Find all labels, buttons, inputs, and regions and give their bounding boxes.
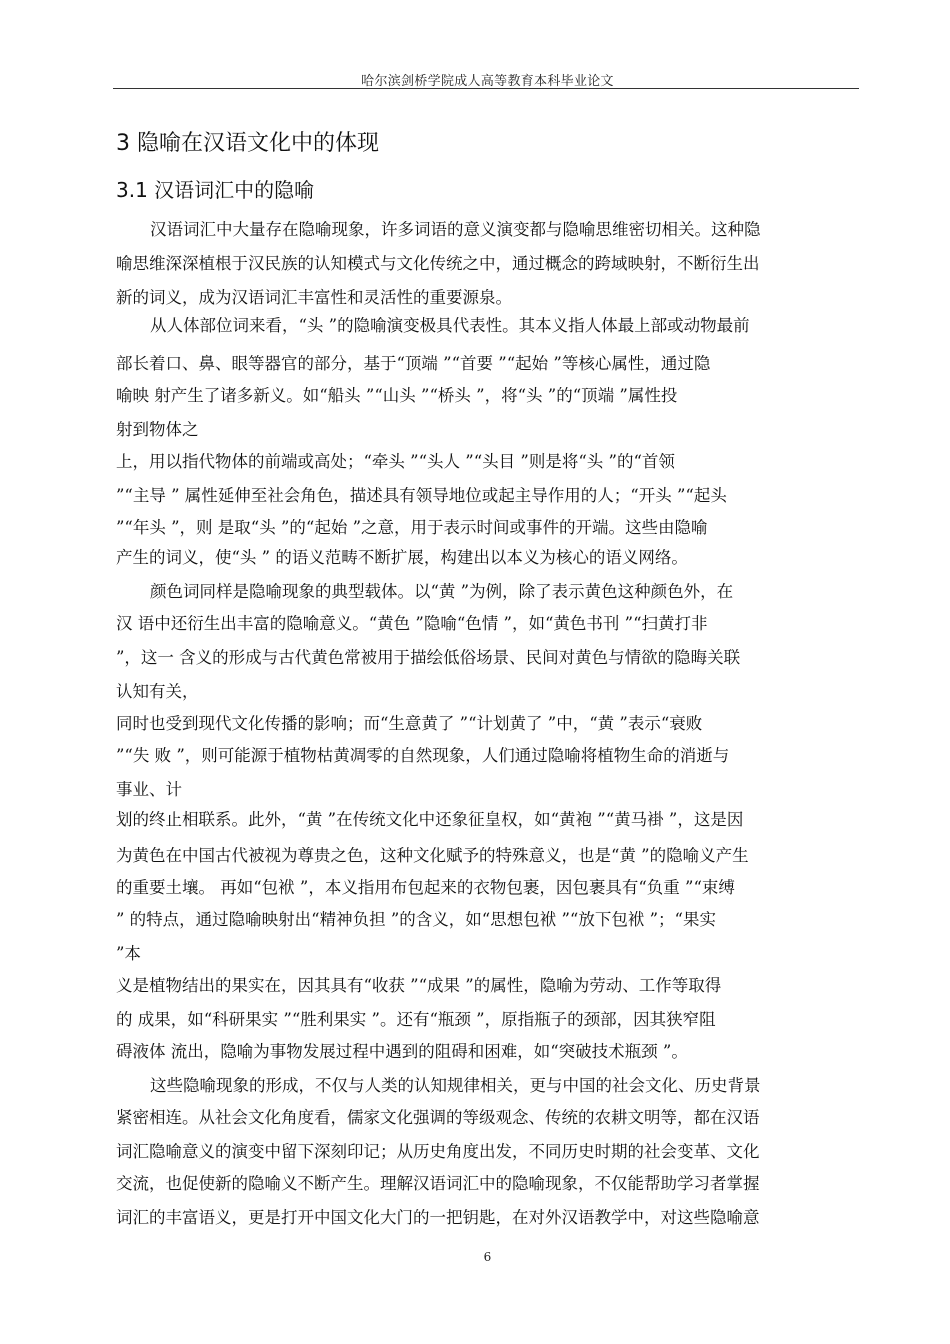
text-line: 义是植物结出的果实在，因其具有“收获 ”“成果 ”的属性，隐喻为劳动、工作等取得 [116, 976, 722, 995]
text-line: 认知有关， [116, 682, 199, 701]
text-line: 词汇隐喻意义的演变中留下深刻印记；从历史角度出发，不同历史时期的社会变革、文化 [116, 1142, 760, 1161]
text-line: 射到物体之 [116, 420, 199, 439]
text-line: 汉 语中还衍生出丰富的隐喻意义。“黄色 ”隐喻“色情 ”，如“黄色书刊 ”“扫黄打非 [116, 614, 708, 633]
text-line: 部长着口、鼻、眼等器官的部分，基于“顶端 ”“首要 ”“起始 ”等核心属性，通过隐 [116, 354, 711, 373]
text-line: 从人体部位词来看，“头 ”的隐喻演变极具代表性。其本义指人体最上部或动物最前 [150, 316, 750, 335]
text-line: 这些隐喻现象的形成，不仅与人类的认知规律相关，更与中国的社会文化、历史背景 [150, 1076, 761, 1095]
text-line: 划的终止相联系。此外，“黄 ”在传统文化中还象征皇权，如“黄袍 ”“黄马褂 ”，这是因 [116, 810, 744, 829]
text-line: 的重要土壤。 再如“包袱 ”，本义指用布包起来的衣物包裹，因包裹具有“负重 ”“束缚 [116, 878, 735, 897]
text-line: ”本 [116, 944, 141, 963]
text-line: 碍液体 流出，隐喻为事物发展过程中遇到的阻碍和困难，如“突破技术瓶颈 ”。 [116, 1042, 688, 1061]
section-title: 3.1 汉语词汇中的隐喻 [116, 178, 315, 202]
text-line: 事业、计 [116, 780, 182, 799]
text-line: 交流，也促使新的隐喻义不断产生。理解汉语词汇中的隐喻现象，不仅能帮助学习者掌握 [116, 1174, 760, 1193]
text-line: 词汇的丰富语义，更是打开中国文化大门的一把钥匙，在对外汉语教学中，对这些隐喻意 [116, 1208, 760, 1227]
text-line: 为黄色在中国古代被视为尊贵之色，这种文化赋予的特殊意义，也是“黄 ”的隐喻义产生 [116, 846, 749, 865]
text-line: 的 成果，如“科研果实 ”“胜利果实 ”。还有“瓶颈 ”，原指瓶子的颈部，因其狭窄阻 [116, 1010, 716, 1029]
text-line: ”“主导 ” 属性延伸至社会角色，描述具有领导地位或起主导作用的人；“开头 ”“起头 [116, 486, 727, 505]
text-line: 汉语词汇中大量存在隐喻现象，许多词语的意义演变都与隐喻思维密切相关。这种隐 [150, 220, 761, 239]
page-number: 6 [483, 1250, 492, 1264]
text-line: 紧密相连。从社会文化角度看，儒家文化强调的等级观念、传统的农耕文明等，都在汉语 [116, 1108, 760, 1127]
text-line: 产生的词义，使“头 ” 的语义范畴不断扩展，构建出以本义为核心的语义网络。 [116, 548, 688, 567]
running-header: 哈尔滨剑桥学院成人高等教育本科毕业论文 [361, 74, 614, 89]
text-line: 颜色词同样是隐喻现象的典型载体。以“黄 ”为例，除了表示黄色这种颜色外，在 [150, 582, 734, 601]
text-line: 喻映 射产生了诸多新义。如“船头 ”“山头 ”“桥头 ”，将“头 ”的“顶端 ”属性投 [116, 386, 678, 405]
text-line: ”，这一 含义的形成与古代黄色常被用于描绘低俗场景、民间对黄色与情欲的隐晦关联 [116, 648, 741, 667]
text-line: 同时也受到现代文化传播的影响；而“生意黄了 ”“计划黄了 ”中，“黄 ”表示“衰败 [116, 714, 703, 733]
chapter-title: 3 隐喻在汉语文化中的体现 [116, 131, 379, 156]
text-line: ” 的特点，通过隐喻映射出“精神负担 ”的含义，如“思想包袱 ”“放下包袱 ”；“果实 [116, 910, 716, 929]
text-line: 上，用以指代物体的前端或高处；“牵头 ”“头人 ”“头目 ”则是将“头 ”的“首领 [116, 452, 675, 471]
text-line: ”“年头 ”，则 是取“头 ”的“起始 ”之意，用于表示时间或事件的开端。这些由隐喻 [116, 518, 708, 537]
text-line: 喻思维深深植根于汉民族的认知模式与文化传统之中，通过概念的跨域映射，不断衍生出 [116, 254, 760, 273]
text-line: ”“失 败 ”，则可能源于植物枯黄凋零的自然现象，人们通过隐喻将植物生命的消逝与 [116, 746, 730, 765]
header-divider [113, 88, 859, 89]
text-line: 新的词义，成为汉语词汇丰富性和灵活性的重要源泉。 [116, 288, 512, 307]
